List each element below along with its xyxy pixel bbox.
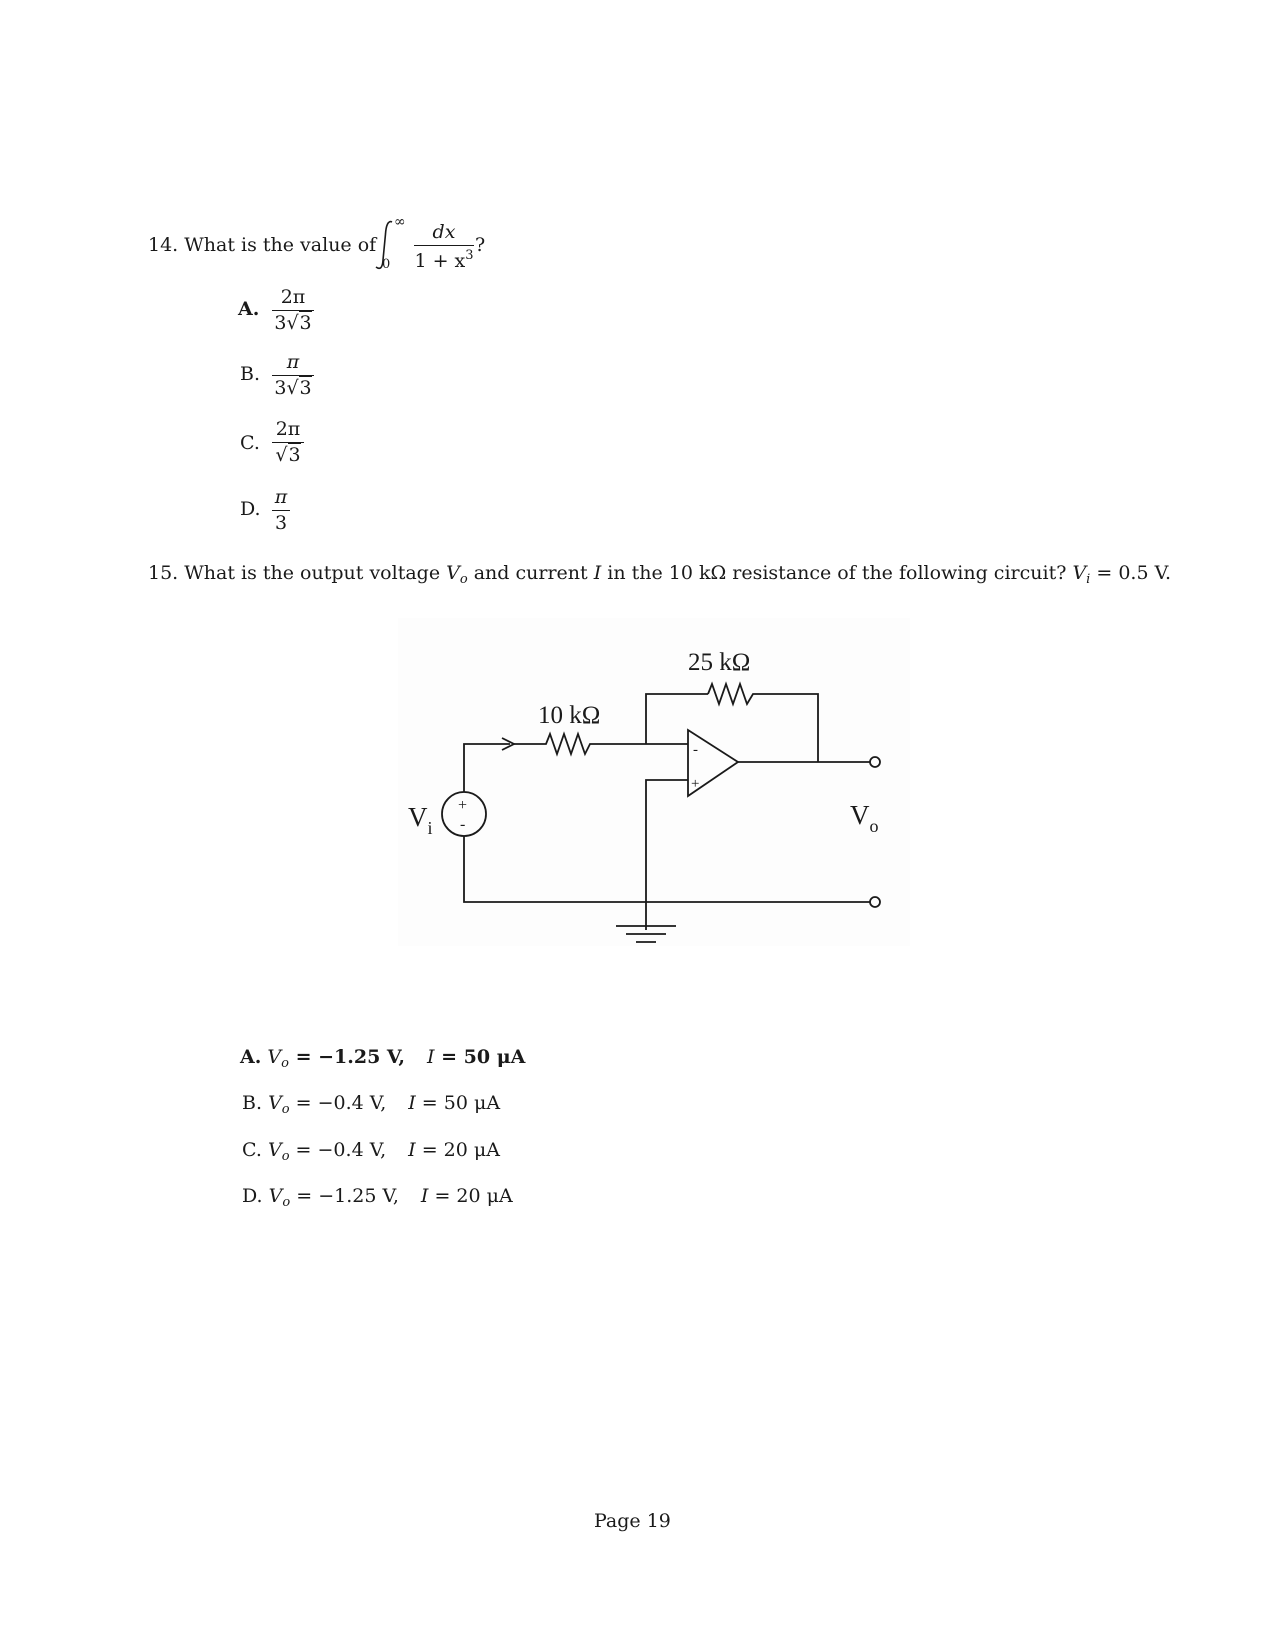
resistor-10k — [514, 734, 646, 754]
source-minus: - — [460, 816, 466, 833]
question-number: 15. — [148, 562, 179, 584]
q14-option-b-label: B. — [240, 363, 261, 385]
op-amp-plus: + — [691, 776, 700, 792]
q14-option-d-value: π 3 — [272, 488, 290, 533]
q15-option-b: B. $V_o = -0.4$ V, I = 50 μA — [242, 1092, 501, 1117]
question-number: 14. — [148, 234, 179, 256]
integral-upper-limit: ∞ — [394, 214, 406, 230]
integrand-fraction — [414, 223, 474, 271]
q14-option-b-value: π 3√3 — [272, 353, 314, 398]
q15-option-d: D. $V_o = -1.25$ V, I = 20 μA — [242, 1185, 513, 1210]
integrand-numerator: dx — [432, 221, 456, 243]
q15-option-a: A. $V_o = -1.25$ V, I = 50 μA — [240, 1046, 526, 1071]
question-text: What is the value of — [184, 234, 377, 256]
source-label: $V_i$ — [408, 802, 433, 838]
non-inverting-wire — [646, 780, 688, 930]
integrand-exponent: 3 — [465, 248, 474, 263]
page-number: Page 19 — [594, 1510, 671, 1532]
q15-option-c: C. $V_o = -0.4$ V, I = 20 μA — [242, 1139, 500, 1164]
question-14-stem — [148, 236, 376, 255]
integral-lower-limit: 0 — [382, 257, 391, 272]
resistor-25k — [708, 684, 818, 762]
q14-option-c-label: C. — [240, 432, 260, 454]
output-terminal-top — [870, 757, 880, 767]
resistor-10k-label: 10 kΩ — [538, 702, 601, 729]
q14-option-c-value: 2π √3 — [272, 420, 304, 465]
bottom-wire — [464, 836, 870, 902]
question-15-stem: 15. What is the output voltage $V_o$ and current I in the 10 kΩ resistance of the following circuit? $V_i = 0.5$ V. — [148, 562, 1172, 587]
q14-option-d-label: D. — [240, 498, 261, 520]
source-plus: + — [458, 797, 468, 814]
integrand-denominator: 1 + x — [414, 250, 466, 272]
input-wire — [464, 744, 510, 792]
op-amp-minus: - — [693, 742, 698, 758]
resistor-25k-label: 25 kΩ — [688, 649, 751, 676]
q14-option-a-value: 2π 3√3 — [272, 288, 314, 333]
output-label: $V_o$ — [850, 800, 879, 836]
output-terminal-bottom — [870, 897, 880, 907]
op-amp-circuit — [398, 618, 910, 946]
q14-option-a-label: A. — [238, 298, 260, 320]
question-mark: ? — [475, 234, 486, 256]
